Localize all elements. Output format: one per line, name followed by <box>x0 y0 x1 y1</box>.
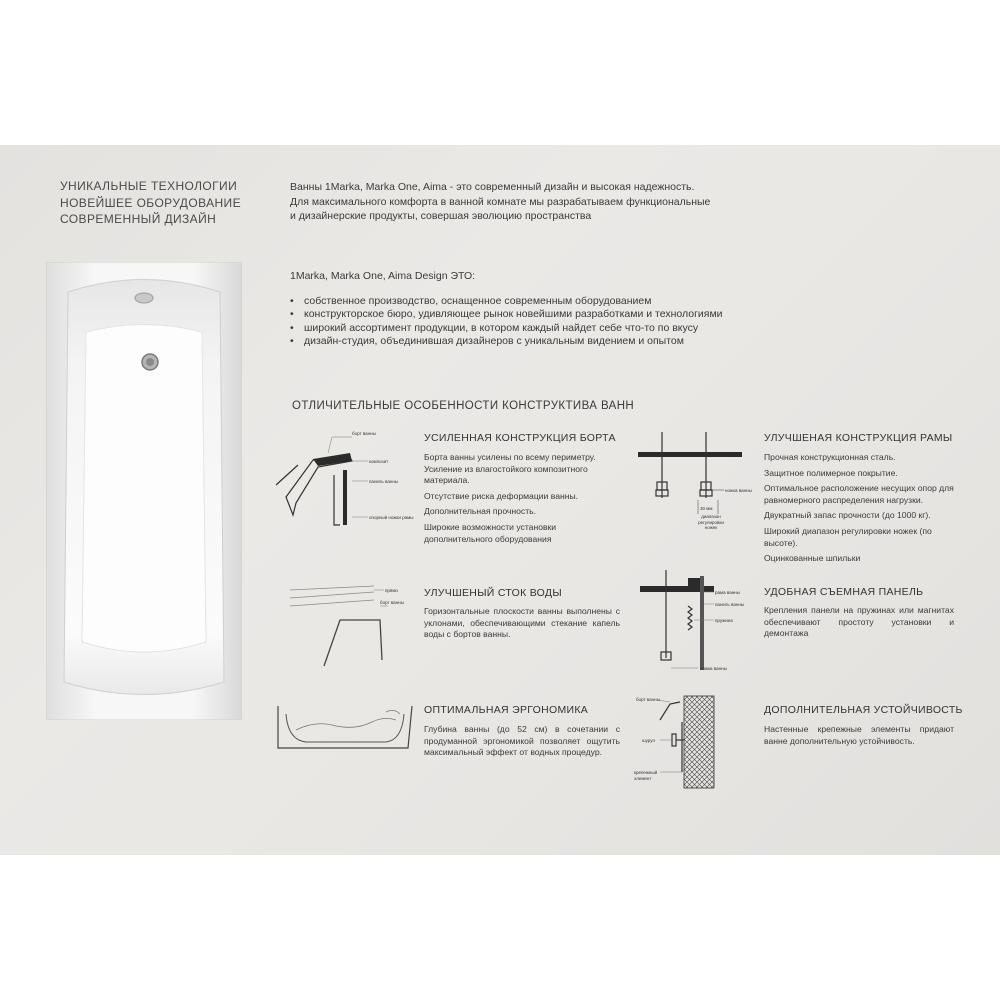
frame-label-30mm: 30 мм <box>700 506 713 511</box>
feature-frame-paragraph: Защитное полимерное покрытие. <box>764 467 898 478</box>
section-title: ОТЛИЧИТЕЛЬНЫЕ ОСОБЕННОСТИ КОНСТРУКТИВА ВАНН <box>292 400 635 412</box>
rim-label-panel: панель ванны <box>369 479 399 484</box>
feature-rim-text <box>424 452 620 549</box>
feature-panel-title: УДОБНАЯ СЪЕМНАЯ ПАНЕЛЬ <box>764 586 924 598</box>
feature-frame-paragraph: Широкий диапазон регулировки ножек (по высоте). <box>764 525 932 548</box>
drain-label-straight: прямо <box>385 588 398 593</box>
feature-rim-title: УСИЛЕННАЯ КОНСТРУКЦИЯ БОРТА <box>424 432 616 444</box>
bathtub-top-view-image <box>46 262 242 720</box>
bullet-item: • широкий ассортимент продукции, в котором каждый найдет себе что-то по вкусу <box>290 322 723 335</box>
frame-label-leg: ножка ванны <box>725 488 752 493</box>
feature-frame-paragraph: Оптимальное расположение несущих опор для равномерного распределения нагрузки. <box>764 483 954 505</box>
feature-stability-paragraph: Настенные крепежные элементы придают ванне дополнительную устойчивость. <box>764 724 954 746</box>
feature-drain-text <box>424 606 620 645</box>
panel-diagram <box>640 566 758 676</box>
intro-line: Ванны 1Marka, Marka One, Aima - это современный дизайн и высокая надежность. <box>290 181 695 193</box>
bullet-item: • конструкторское бюро, удивляющее рынок новейшими разработками и технологиями <box>290 308 723 321</box>
intro-line: Для максимального комфорта в ванной комнате мы разрабатываем функциональные <box>290 195 711 208</box>
feature-frame-title: УЛУЧШЕНАЯ КОНСТРУКЦИЯ РАМЫ <box>764 432 953 444</box>
frame-label-range: диапазон регулировки ножек <box>698 514 724 530</box>
drain-label-bort: борт ванны <box>380 600 404 605</box>
bullet-item: • дизайн-студия, объединившая дизайнеров с уникальным видением и опытом <box>290 335 723 348</box>
panel-label-spring: пружина <box>715 618 733 623</box>
rim-label-bort: борт ванны <box>352 431 376 436</box>
feature-rim-paragraph: Дополнительная прочность. <box>424 506 537 517</box>
frame-diagram <box>632 428 760 548</box>
intro-text <box>290 180 710 224</box>
tagline <box>60 178 241 228</box>
panel-label-leg: ножка ванны <box>700 666 727 671</box>
bullet-list <box>290 295 723 349</box>
rim-diagram <box>268 425 418 543</box>
stability-label-element: крепежный элемент <box>634 770 658 781</box>
feature-ergonomics-title: ОПТИМАЛЬНАЯ ЭРГОНОМИКА <box>424 704 589 716</box>
drain-diagram <box>284 580 414 670</box>
feature-frame-paragraph: Прочная конструкционная сталь. <box>764 452 896 462</box>
stability-label-screw: шуруп <box>642 738 655 743</box>
rim-label-composite: композит <box>369 459 389 464</box>
intro-line: и дизайнерские продукты, совершая эволюцию пространства <box>290 210 592 222</box>
stability-label-bort: борт ванны <box>636 697 660 702</box>
panel-label-panel: панель ванны <box>715 602 745 607</box>
feature-drain-title: УЛУЧШЕНЫЙ СТОК ВОДЫ <box>424 587 562 599</box>
design-title: 1Marka, Marka One, Aima Design ЭТО: <box>290 270 476 282</box>
feature-frame-paragraph: Оцинкованные шпильки <box>764 553 861 564</box>
feature-rim-paragraph: Отсутствие риска деформации ванны. <box>424 490 579 501</box>
feature-rim-paragraph: Широкие возможности установки дополнительного оборудования <box>424 521 557 544</box>
feature-frame-paragraph: Двукратный запас прочности (до 1000 кг). <box>764 510 931 521</box>
tagline-line: СОВРЕМЕННЫЙ ДИЗАЙН <box>60 212 217 226</box>
rim-label-legs: опорный ножки рамы <box>369 515 414 520</box>
feature-stability-title: ДОПОЛНИТЕЛЬНАЯ УСТОЙЧИВОСТЬ <box>764 704 963 716</box>
feature-panel-paragraph: Крепления панели на пружинах или магнитах обеспечивают простоту установки и демонтажа <box>764 605 954 639</box>
ergonomics-diagram <box>276 700 416 752</box>
feature-frame-text <box>764 452 954 569</box>
panel-label-frame: рама ванны <box>715 590 740 595</box>
feature-stability-text <box>764 724 954 751</box>
bullet-item: • собственное производство, оснащенное современным оборудованием <box>290 295 723 308</box>
feature-ergonomics-text <box>424 724 620 763</box>
feature-panel-text <box>764 605 954 644</box>
stability-diagram <box>632 692 732 792</box>
tagline-line: НОВЕЙШЕЕ ОБОРУДОВАНИЕ <box>60 195 241 210</box>
tagline-line: УНИКАЛЬНЫЕ ТЕХНОЛОГИИ <box>60 179 238 193</box>
feature-rim-paragraph: Борта ванны усилены по всему периметру. Усиление из влагостойкого композитного материала. <box>424 452 596 486</box>
feature-ergonomics-paragraph: Глубина ванны (до 52 см) в сочетании с продуманной эргономикой позволяет ощутить максимальный эффект от водных процедур. <box>424 724 620 758</box>
feature-drain-paragraph: Горизонтальные плоскости ванны выполнены с уклонами, обеспечивающими стекание капель воды с бортов ванны. <box>424 606 620 640</box>
